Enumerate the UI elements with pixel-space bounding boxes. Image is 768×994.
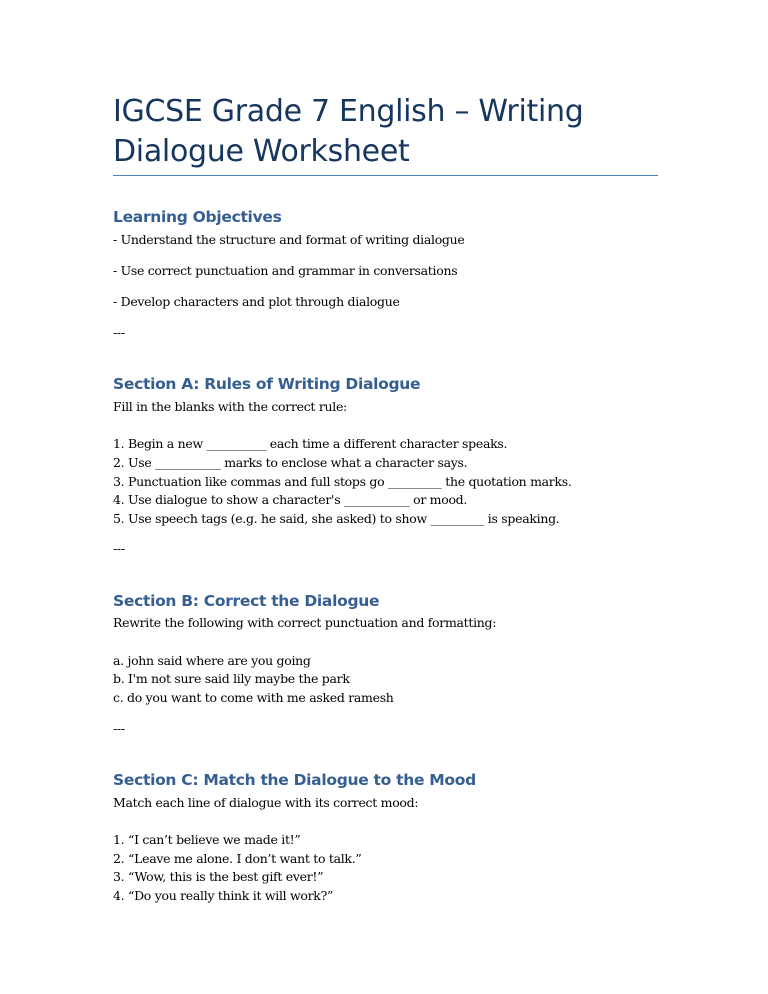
mood-item: 4. “Do you really think it will work?” bbox=[113, 888, 334, 903]
rule-item: 2. Use ___________ marks to enclose what a character says. bbox=[113, 455, 468, 470]
objective-item: - Understand the structure and format of writing dialogue bbox=[113, 232, 465, 247]
section-c-instruction: Match each line of dialogue with its correct mood: bbox=[113, 795, 419, 810]
dialogue-item: a. john said where are you going bbox=[113, 653, 311, 668]
section-separator: --- bbox=[113, 325, 125, 340]
page-title bbox=[113, 92, 658, 172]
rule-item: 3. Punctuation like commas and full stops go _________ the quotation marks. bbox=[113, 474, 572, 489]
title-line-1: IGCSE Grade 7 English – Writing bbox=[113, 94, 584, 129]
objective-item: - Use correct punctuation and grammar in conversations bbox=[113, 263, 458, 278]
section-separator: --- bbox=[113, 721, 125, 736]
section-separator: --- bbox=[113, 541, 125, 556]
rule-item: 1. Begin a new __________ each time a different character speaks. bbox=[113, 436, 508, 451]
section-a-heading: Section A: Rules of Writing Dialogue bbox=[113, 375, 421, 393]
section-a-instruction: Fill in the blanks with the correct rule: bbox=[113, 399, 347, 414]
mood-item: 1. “I can’t believe we made it!” bbox=[113, 832, 301, 847]
section-b-heading: Section B: Correct the Dialogue bbox=[113, 592, 380, 610]
rule-item: 5. Use speech tags (e.g. he said, she asked) to show _________ is speaking. bbox=[113, 511, 560, 526]
dialogue-item: c. do you want to come with me asked ramesh bbox=[113, 690, 394, 705]
dialogue-item: b. I'm not sure said lily maybe the park bbox=[113, 671, 350, 686]
section-c-heading: Section C: Match the Dialogue to the Mood bbox=[113, 771, 476, 789]
mood-item: 2. “Leave me alone. I don’t want to talk.” bbox=[113, 851, 362, 866]
learning-objectives-heading: Learning Objectives bbox=[113, 208, 282, 226]
rule-item: 4. Use dialogue to show a character's ___________ or mood. bbox=[113, 492, 468, 507]
title-line-2: Dialogue Worksheet bbox=[113, 134, 410, 169]
title-underline bbox=[113, 175, 658, 176]
section-b-instruction: Rewrite the following with correct punctuation and formatting: bbox=[113, 615, 497, 630]
objective-item: - Develop characters and plot through dialogue bbox=[113, 294, 400, 309]
mood-item: 3. “Wow, this is the best gift ever!” bbox=[113, 869, 324, 884]
